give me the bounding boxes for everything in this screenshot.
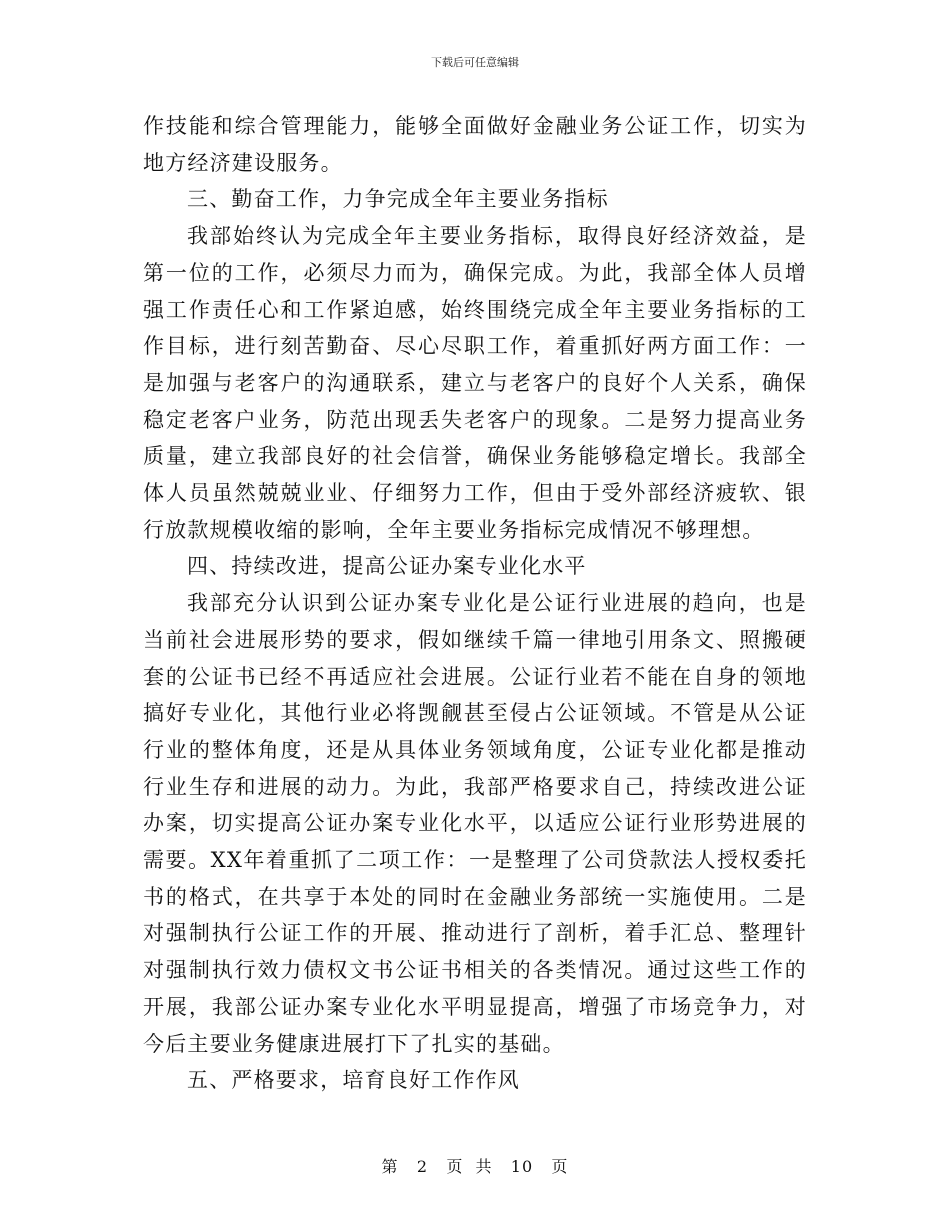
paragraph-section-4: 我部充分认识到公证办案专业化是公证行业进展的趋向，也是当前社会进展形势的要求，假如继续千篇一律地引用条文、照搬硬套的公证书已经不再适应社会进展。公证行业若不能在自身的领地搞好专业化，其他行业必将觊觎甚至侵占公证领域。不管是从公证行业的整体角度，还是从具体业务领域角度，公证专业化都是推动行业生存和进展的动力。为此，我部严格要求自己，持续改进公证办案，切实提高公证办案专业化水平，以适应公证行业形势进展的需要。XX年着重抓了二项工作：一是整理了公司贷款法人授权委托书的格式，在共享于本处的同时在金融业务部统一实施使用。二是对强制执行公证工作的开展、推动进行了剖析，着手汇总、整理针对强制执行效力债权文书公证书相关的各类情况。通过这些工作的开展，我部公证办案专业化水平明显提高，增强了市场竞争力，对今后主要业务健康进展打下了扎实的基础。 bbox=[143, 591, 807, 1056]
footer-current-page: 2 bbox=[416, 1157, 429, 1176]
section-heading-3: 三、勤奋工作，力争完成全年主要业务指标 bbox=[187, 187, 609, 212]
footer-middle: 页 共 bbox=[446, 1157, 493, 1176]
section-heading-4: 四、持续改进，提高公证办案专业化水平 bbox=[187, 554, 587, 579]
footer-prefix: 第 bbox=[381, 1157, 399, 1176]
page-footer bbox=[0, 1154, 950, 1177]
section-heading-5: 五、严格要求，培育良好工作作风 bbox=[187, 1068, 520, 1093]
footer-total-pages: 10 bbox=[510, 1157, 534, 1176]
paragraph-continuation: 作技能和综合管理能力，能够全面做好金融业务公证工作，切实为地方经济建设服务。 bbox=[143, 114, 807, 175]
footer-suffix: 页 bbox=[551, 1157, 569, 1176]
paragraph-section-3: 我部始终认为完成全年主要业务指标，取得良好经济效益，是第一位的工作，必须尽力而为，确保完成。为此，我部全体人员增强工作责任心和工作紧迫感，始终围绕完成全年主要业务指标的工作目标，进行刻苦勤奋、尽心尽职工作，着重抓好两方面工作：一是加强与老客户的沟通联系，建立与老客户的良好个人关系，确保稳定老客户业务，防范出现丢失老客户的现象。二是努力提高业务质量，建立我部良好的社会信誉，确保业务能够稳定增长。我部全体人员虽然兢兢业业、仔细努力工作，但由于受外部经济疲软、银行放款规模收缩的影响，全年主要业务指标完成情况不够理想。 bbox=[143, 224, 807, 542]
document-body bbox=[143, 108, 807, 1099]
page-header-note: 下载后可任意编辑 bbox=[431, 56, 519, 69]
